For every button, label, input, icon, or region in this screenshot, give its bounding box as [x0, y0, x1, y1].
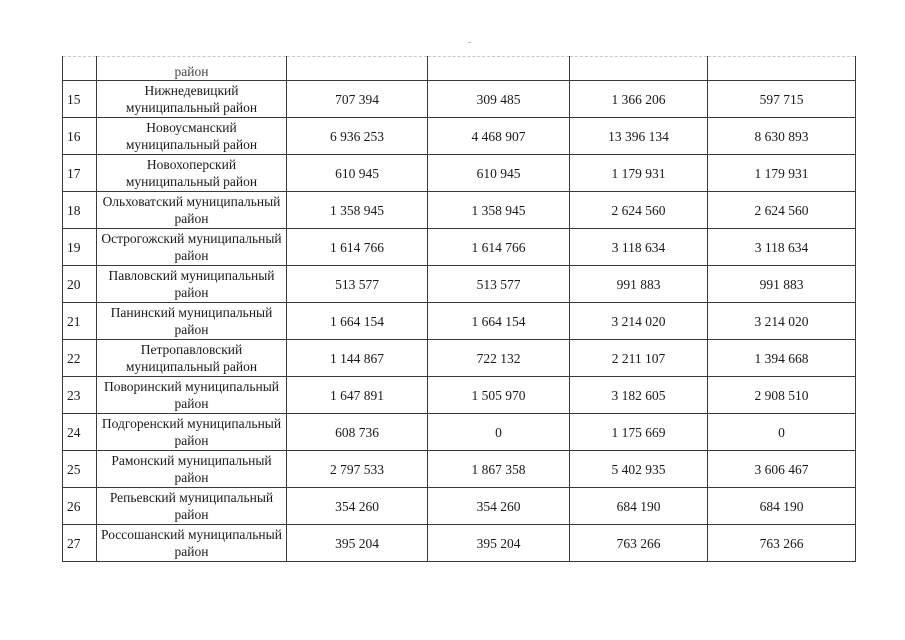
row-number: 15 [63, 81, 97, 118]
value-cell-1: 513 577 [287, 266, 428, 303]
table-row [63, 303, 856, 340]
value-cell-3: 2 211 107 [570, 340, 708, 377]
value-cell-3: 684 190 [570, 488, 708, 525]
row-number [63, 57, 97, 81]
district-name: Новохоперский муниципальный район [97, 155, 287, 192]
district-name: Новоусманский муниципальный район [97, 118, 287, 155]
value-cell-4: 0 [708, 414, 856, 451]
row-number: 21 [63, 303, 97, 340]
value-cell-2: 0 [428, 414, 570, 451]
value-cell-3: 1 366 206 [570, 81, 708, 118]
value-cell-1: 2 797 533 [287, 451, 428, 488]
value-cell-1: 1 144 867 [287, 340, 428, 377]
table-row [63, 81, 856, 118]
value-cell-3: 1 175 669 [570, 414, 708, 451]
value-cell-3: 13 396 134 [570, 118, 708, 155]
value-cell-3: 763 266 [570, 525, 708, 562]
value-cell-1: 1 358 945 [287, 192, 428, 229]
district-name: Ольховатский муниципальный район [97, 192, 287, 229]
value-cell-3: 3 118 634 [570, 229, 708, 266]
value-cell-4: 3 606 467 [708, 451, 856, 488]
district-name: Павловский муниципальный район [97, 266, 287, 303]
row-number: 22 [63, 340, 97, 377]
value-cell-3: 5 402 935 [570, 451, 708, 488]
value-cell-2: 4 468 907 [428, 118, 570, 155]
district-name: Нижнедевицкий муниципальный район [97, 81, 287, 118]
value-cell-2: 610 945 [428, 155, 570, 192]
value-cell-4 [708, 57, 856, 81]
value-cell-3: 991 883 [570, 266, 708, 303]
value-cell-3 [570, 57, 708, 81]
value-cell-2 [428, 57, 570, 81]
value-cell-2: 395 204 [428, 525, 570, 562]
district-name: Поворинский муниципальный район [97, 377, 287, 414]
value-cell-4: 3 214 020 [708, 303, 856, 340]
value-cell-4: 763 266 [708, 525, 856, 562]
table-row [63, 266, 856, 303]
district-name: район [97, 57, 287, 81]
value-cell-2: 513 577 [428, 266, 570, 303]
value-cell-2: 1 358 945 [428, 192, 570, 229]
value-cell-2: 1 664 154 [428, 303, 570, 340]
row-number: 24 [63, 414, 97, 451]
value-cell-4: 1 179 931 [708, 155, 856, 192]
value-cell-4: 3 118 634 [708, 229, 856, 266]
row-number: 17 [63, 155, 97, 192]
table-row [63, 414, 856, 451]
district-name: Подгоренский муниципальный район [97, 414, 287, 451]
district-name: Панинский муниципальный район [97, 303, 287, 340]
value-cell-1 [287, 57, 428, 81]
value-cell-3: 1 179 931 [570, 155, 708, 192]
row-number: 19 [63, 229, 97, 266]
value-cell-3: 3 182 605 [570, 377, 708, 414]
row-number: 18 [63, 192, 97, 229]
row-number: 20 [63, 266, 97, 303]
value-cell-2: 1 505 970 [428, 377, 570, 414]
district-name: Петропавловский муниципальный район [97, 340, 287, 377]
value-cell-1: 707 394 [287, 81, 428, 118]
table-row [63, 525, 856, 562]
table-row [63, 340, 856, 377]
value-cell-1: 1 647 891 [287, 377, 428, 414]
row-number: 25 [63, 451, 97, 488]
row-number: 23 [63, 377, 97, 414]
value-cell-2: 354 260 [428, 488, 570, 525]
district-name: Россошанский муниципальный район [97, 525, 287, 562]
value-cell-4: 684 190 [708, 488, 856, 525]
municipal-districts-table [62, 56, 856, 562]
scan-artifact [468, 42, 471, 43]
value-cell-1: 395 204 [287, 525, 428, 562]
value-cell-1: 1 664 154 [287, 303, 428, 340]
value-cell-4: 2 624 560 [708, 192, 856, 229]
district-name: Рамонский муниципальный район [97, 451, 287, 488]
value-cell-3: 2 624 560 [570, 192, 708, 229]
value-cell-1: 610 945 [287, 155, 428, 192]
value-cell-2: 722 132 [428, 340, 570, 377]
district-name: Репьевский муниципальный район [97, 488, 287, 525]
table-body [63, 57, 856, 562]
value-cell-4: 1 394 668 [708, 340, 856, 377]
table-row [63, 377, 856, 414]
value-cell-4: 991 883 [708, 266, 856, 303]
row-number: 27 [63, 525, 97, 562]
table-row [63, 118, 856, 155]
value-cell-4: 597 715 [708, 81, 856, 118]
table-row [63, 451, 856, 488]
value-cell-3: 3 214 020 [570, 303, 708, 340]
table-row-partial [63, 57, 856, 81]
value-cell-2: 309 485 [428, 81, 570, 118]
value-cell-1: 1 614 766 [287, 229, 428, 266]
value-cell-4: 8 630 893 [708, 118, 856, 155]
table-row [63, 229, 856, 266]
value-cell-1: 6 936 253 [287, 118, 428, 155]
value-cell-2: 1 614 766 [428, 229, 570, 266]
district-name: Острогожский муниципальный район [97, 229, 287, 266]
row-number: 26 [63, 488, 97, 525]
value-cell-1: 354 260 [287, 488, 428, 525]
value-cell-2: 1 867 358 [428, 451, 570, 488]
table-row [63, 155, 856, 192]
table-row [63, 192, 856, 229]
value-cell-1: 608 736 [287, 414, 428, 451]
table-row [63, 488, 856, 525]
row-number: 16 [63, 118, 97, 155]
value-cell-4: 2 908 510 [708, 377, 856, 414]
